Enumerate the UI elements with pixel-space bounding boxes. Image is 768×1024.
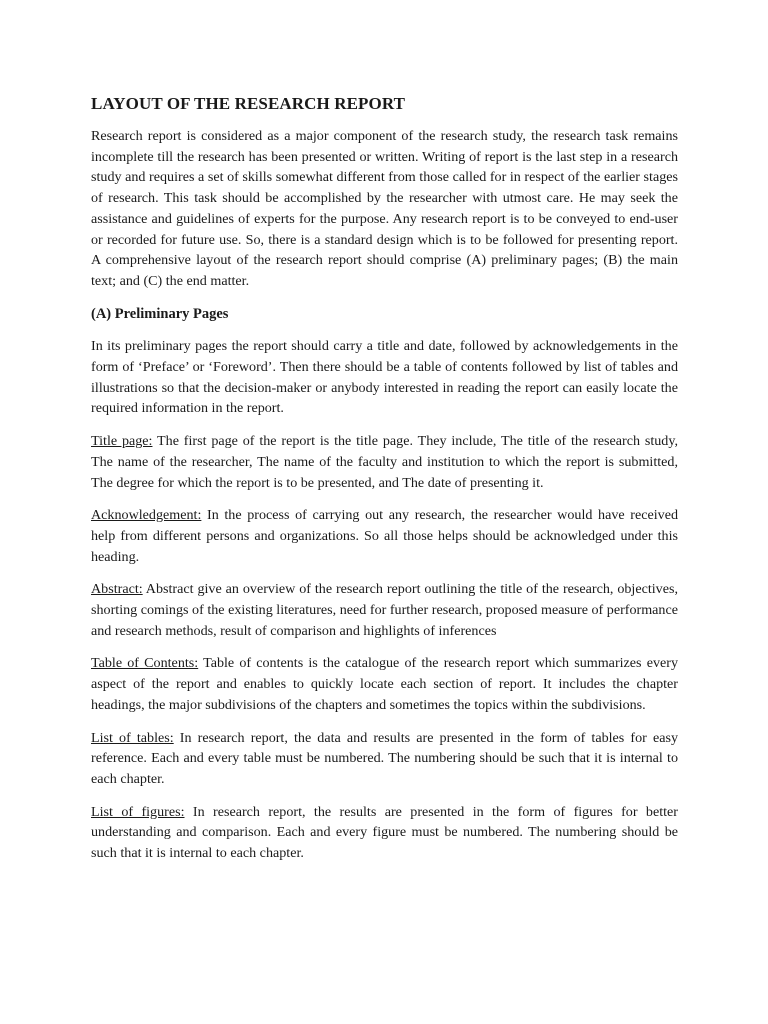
acknowledgement-text: In the process of carrying out any research, the researcher would have received help from different persons and organizations. So all those helps should be acknowledged under this heading. xyxy=(91,507,678,565)
intro-paragraph: Research report is considered as a major component of the research study, the research task remains incomplete till the research has been presented or written. Writing of report is the last step in a research study and requires a set of skills somewhat different from those called for in respect of the earlier stages of research. This task should be accomplished by the researcher with utmost care. He may seek the assistance and guidelines of experts for the purpose. Any research report is to be conveyed to end-user or recorded for future use. So, there is a standard design which is to be followed for presenting report. A comprehensive layout of the research report should comprise (A) preliminary pages; (B) the main text; and (C) the end matter. xyxy=(91,128,678,289)
page-title: LAYOUT OF THE RESEARCH REPORT xyxy=(91,94,406,113)
abstract-text: Abstract give an overview of the research report outlining the title of the research, objectives, shorting comings of the existing literatures, need for further research, proposed measure of performance and research methods, result of comparison and highlights of inferences xyxy=(91,581,678,639)
list-of-tables-text: In research report, the data and results are presented in the form of tables for easy reference. Each and every table must be numbered. The numbering should be such that it is internal to each chapter. xyxy=(91,729,678,787)
list-of-tables-paragraph xyxy=(91,728,678,790)
list-of-figures-paragraph xyxy=(91,802,678,864)
acknowledgement-term: Acknowledgement: xyxy=(91,507,202,524)
acknowledgement-paragraph xyxy=(91,505,678,567)
table-of-contents-text: Table of contents is the catalogue of the research report which summarizes every aspect of the report and enables to quickly locate each section of report. It includes the chapter headings, the major subdivisions of the chapters and sometimes the topics within the subdivisions. xyxy=(91,655,678,713)
list-of-figures-text: In research report, the results are presented in the form of figures for better understanding and comparison. Each and every figure must be numbered. The numbering should be such that it is internal to each chapter. xyxy=(91,803,678,862)
section-a-heading: (A) Preliminary Pages xyxy=(91,305,229,322)
abstract-paragraph xyxy=(91,579,678,641)
list-of-tables-term: List of tables: xyxy=(91,729,174,746)
title-page-text: The first page of the report is the title page. They include, The title of the research study, The name of the researcher, The name of the faculty and institution to which the report is submitted, The degree for which the report is to be presented, and The date of presenting it. xyxy=(91,433,678,491)
list-of-figures-term: List of figures: xyxy=(91,803,185,820)
title-page-paragraph xyxy=(91,431,678,493)
title-page-term: Title page: xyxy=(91,433,153,450)
table-of-contents-paragraph xyxy=(91,653,678,715)
section-a-intro-paragraph: In its preliminary pages the report should carry a title and date, followed by acknowledgements in the form of ‘Preface’ or ‘Foreword’. Then there should be a table of contents followed by list of tables and illustrations so that the decision-maker or anybody interested in reading the report can easily locate the required information in the report. xyxy=(91,338,678,417)
abstract-term: Abstract: xyxy=(91,581,143,598)
table-of-contents-term: Table of Contents: xyxy=(91,655,199,672)
